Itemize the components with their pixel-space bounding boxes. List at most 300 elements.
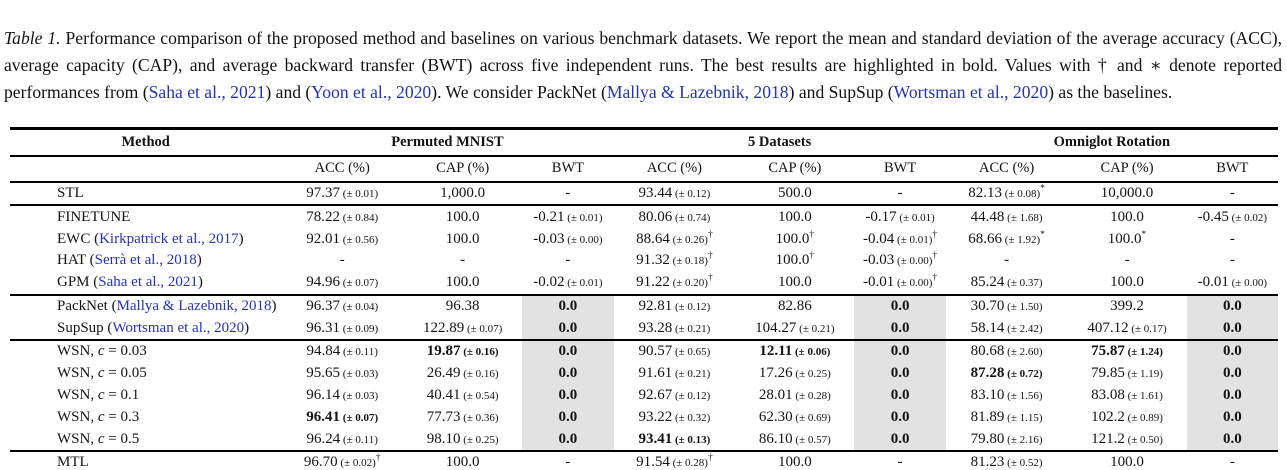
table-row (10, 295, 1278, 318)
cell-value: -0.03 (533, 230, 565, 247)
value-cell (614, 406, 736, 428)
value-cell (946, 385, 1068, 407)
cell-superscript-mark: † (707, 273, 713, 284)
bwt-shaded-cell (854, 428, 945, 451)
bwt-shaded-cell (1187, 363, 1278, 385)
cell-stddev: (± 2.42) (1004, 322, 1043, 335)
value-cell (1067, 228, 1186, 250)
cell-superscript-mark: † (932, 229, 938, 240)
cell-stddev: (± 0.03) (340, 368, 379, 381)
table-row-group (10, 205, 1278, 294)
value-cell (946, 295, 1068, 318)
value-cell (281, 205, 403, 228)
cell-value: 96.24 (306, 430, 341, 447)
value-cell (854, 205, 945, 228)
method-label: FINETUNE (57, 208, 131, 225)
table-row (10, 385, 1278, 407)
cell-stddev: (± 0.01) (564, 277, 603, 290)
caption-text: ) and ( (265, 81, 312, 102)
metric-column-header: ACC (%) (281, 156, 403, 182)
cell-value: 12.11 (759, 343, 793, 360)
value-cell (735, 317, 854, 340)
cell-value: 0.0 (558, 343, 578, 360)
value-cell (614, 205, 736, 228)
cell-value: - (1229, 184, 1235, 201)
value-cell (1067, 272, 1186, 295)
method-cell (10, 340, 281, 363)
cell-superscript-mark: * (1040, 183, 1045, 194)
cell-value: 100.0 (445, 454, 480, 470)
table-row-group (10, 451, 1278, 470)
cell-stddev: (± 0.26) (669, 233, 708, 246)
method-label: GPM ( (57, 274, 99, 291)
cell-stddev: (± 0.02) (337, 457, 376, 470)
value-cell (1067, 363, 1186, 385)
bwt-shaded-cell (522, 428, 613, 451)
cell-value: 96.14 (306, 387, 341, 404)
bwt-shaded-cell (854, 363, 945, 385)
value-cell (281, 340, 403, 363)
method-cell (10, 228, 281, 250)
table-row-group (10, 295, 1278, 341)
cell-stddev: (± 0.89) (1124, 411, 1163, 424)
value-cell (946, 363, 1068, 385)
value-cell (522, 228, 613, 250)
cell-value: 96.38 (445, 297, 480, 314)
metric-column-header: BWT (522, 156, 613, 182)
cell-stddev: (± 0.21) (796, 322, 835, 335)
value-cell (403, 363, 522, 385)
cell-stddev: (± 0.28) (669, 457, 708, 470)
value-cell (1067, 340, 1186, 363)
cell-value: 78.22 (306, 208, 341, 225)
cell-stddev: (± 0.32) (672, 411, 711, 424)
cell-value: 0.0 (890, 387, 910, 404)
results-table (10, 127, 1278, 470)
cell-value: -0.45 (1197, 208, 1229, 225)
dataset-group-header: Omniglot Rotation (946, 128, 1278, 156)
cell-value: 100.0 (775, 252, 810, 269)
method-cell (10, 385, 281, 407)
cell-value: 83.08 (1091, 387, 1125, 404)
method-label: PackNet ( (57, 297, 117, 314)
cell-stddev: (± 0.13) (672, 433, 711, 446)
cell-value: 104.27 (755, 319, 797, 336)
cell-stddev: (± 0.04) (340, 300, 379, 313)
cell-stddev: (± 0.16) (460, 368, 499, 381)
bwt-shaded-cell (1187, 295, 1278, 318)
value-cell (614, 272, 736, 295)
cell-value: 17.26 (758, 365, 793, 382)
cell-stddev: (± 1.56) (1004, 390, 1043, 403)
cell-value: 93.22 (638, 408, 673, 425)
value-cell (735, 295, 854, 318)
cell-value: 0.0 (558, 297, 578, 314)
cell-value: 96.31 (306, 319, 341, 336)
cell-stddev: (± 0.57) (792, 433, 831, 446)
table-row-group (10, 182, 1278, 206)
method-label: SupSup ( (57, 319, 113, 336)
cell-value: 58.14 (970, 319, 1005, 336)
table-row (10, 363, 1278, 385)
method-label: ) (271, 297, 277, 314)
value-cell (403, 385, 522, 407)
table-row (10, 451, 1278, 470)
method-cell (10, 451, 281, 470)
cell-stddev: (± 0.12) (672, 300, 711, 313)
citation-link[interactable]: Saha et al., 2021 (148, 81, 266, 102)
cell-superscript-mark: * (1141, 229, 1147, 240)
cell-stddev: (± 0.69) (792, 411, 831, 424)
table-row (10, 228, 1278, 250)
cell-value: 0.0 (890, 430, 910, 447)
cell-value: 0.0 (1222, 387, 1242, 404)
cell-value: 100.0 (1110, 454, 1144, 470)
method-label: WSN, (57, 430, 98, 447)
method-cell (10, 182, 281, 206)
cell-value: 10,000.0 (1100, 184, 1154, 201)
citation-link[interactable]: Yoon et al., 2020 (311, 81, 432, 102)
cell-value: 91.54 (636, 454, 670, 470)
value-cell (946, 451, 1068, 470)
value-cell (522, 182, 613, 206)
value-cell (735, 182, 854, 206)
cell-value: 81.23 (970, 454, 1005, 470)
value-cell (403, 182, 522, 206)
cell-value: 0.0 (558, 365, 578, 382)
table-row (10, 406, 1278, 428)
cell-value: 92.81 (638, 297, 673, 314)
value-cell (281, 406, 403, 428)
value-cell (735, 428, 854, 451)
cell-stddev: (± 0.50) (1124, 433, 1163, 446)
cell-stddev: (± 0.56) (340, 233, 379, 246)
bwt-shaded-cell (1187, 406, 1278, 428)
cell-value: 102.2 (1091, 408, 1125, 425)
cell-value: 100.0 (445, 208, 480, 225)
value-cell (281, 182, 403, 206)
cell-value: 87.28 (970, 365, 1005, 382)
caption-text: Table 1. (4, 27, 61, 48)
cell-superscript-mark: * (1040, 229, 1045, 240)
cell-value: - (460, 252, 466, 269)
bwt-shaded-cell (522, 295, 613, 318)
method-label: = 0.3 (104, 408, 140, 425)
metric-column-header: CAP (%) (1067, 156, 1186, 182)
method-label: STL (57, 184, 84, 201)
method-label: WSN, (57, 387, 98, 404)
cell-stddev: (± 0.18) (669, 255, 708, 268)
value-cell (614, 317, 736, 340)
cell-value: 100.0 (1107, 230, 1142, 247)
citation-link[interactable]: Saha et al., 2021 (98, 274, 198, 291)
cell-value: 399.2 (1110, 297, 1144, 314)
cell-stddev: (± 0.16) (460, 346, 499, 359)
method-cell (10, 363, 281, 385)
cell-value: - (565, 454, 571, 470)
value-cell (946, 250, 1068, 272)
value-cell (735, 250, 854, 272)
value-cell (614, 385, 736, 407)
bwt-shaded-cell (522, 363, 613, 385)
value-cell (614, 228, 736, 250)
cell-value: 100.0 (777, 208, 812, 225)
value-cell (854, 272, 945, 295)
value-cell (946, 182, 1068, 206)
cell-stddev: (± 0.28) (792, 390, 831, 403)
bwt-shaded-cell (854, 340, 945, 363)
cell-value: 0.0 (890, 343, 910, 360)
value-cell (522, 205, 613, 228)
cell-stddev: (± 0.08) (1002, 187, 1041, 200)
cell-value: 28.01 (758, 387, 793, 404)
value-cell (403, 250, 522, 272)
citation-link[interactable]: Mallya & Lazebnik, 2018 (606, 81, 789, 102)
cell-value: 83.10 (970, 387, 1005, 404)
cell-value: 122.89 (422, 319, 465, 336)
value-cell (403, 340, 522, 363)
cell-stddev: (± 0.03) (340, 390, 379, 403)
cell-stddev: (± 0.00) (894, 277, 933, 290)
value-cell (1067, 428, 1186, 451)
cell-value: 100.0 (445, 230, 480, 247)
cell-stddev: (± 0.84) (340, 211, 379, 224)
cell-value: 30.70 (970, 297, 1005, 314)
value-cell (522, 272, 613, 295)
cell-value: 92.01 (306, 230, 341, 247)
cell-stddev: (± 0.06) (792, 346, 831, 359)
value-cell (281, 317, 403, 340)
metric-column-header: BWT (1187, 156, 1278, 182)
cell-value: 0.0 (558, 319, 578, 336)
value-cell (281, 250, 403, 272)
cell-value: 0.0 (890, 408, 910, 425)
cell-value: 93.28 (638, 319, 673, 336)
cell-stddev: (± 0.37) (1004, 277, 1043, 290)
cell-value: 96.37 (306, 297, 341, 314)
bwt-shaded-cell (522, 317, 613, 340)
cell-value: - (1004, 252, 1010, 269)
cell-value: 81.89 (970, 408, 1005, 425)
value-cell (854, 182, 945, 206)
cell-value: 0.0 (1222, 408, 1242, 425)
metric-column-header: CAP (%) (735, 156, 854, 182)
cell-stddev: (± 0.21) (672, 368, 711, 381)
cell-value: 0.0 (890, 297, 910, 314)
method-label: EWC ( (57, 230, 100, 247)
citation-link[interactable]: Wortsman et al., 2020 (893, 81, 1049, 102)
cell-value: - (565, 252, 571, 269)
cell-stddev: (± 0.11) (340, 433, 378, 446)
cell-value: 0.0 (1222, 343, 1242, 360)
value-cell (403, 428, 522, 451)
cell-stddev: (± 1.61) (1124, 390, 1163, 403)
value-cell (854, 250, 945, 272)
cell-stddev: (± 0.65) (672, 346, 711, 359)
value-cell (946, 205, 1068, 228)
value-cell (281, 451, 403, 470)
value-cell (735, 451, 854, 470)
table-row (10, 317, 1278, 340)
table-row (10, 182, 1278, 206)
value-cell (403, 317, 522, 340)
value-cell (854, 451, 945, 470)
cell-superscript-mark: † (932, 251, 938, 262)
cell-value: 19.87 (426, 343, 461, 360)
value-cell (946, 406, 1068, 428)
cell-stddev: (± 0.02) (1228, 211, 1267, 224)
cell-value: 98.10 (426, 430, 461, 447)
cell-value: 93.44 (638, 184, 673, 201)
method-cell (10, 205, 281, 228)
cell-stddev: (± 0.12) (672, 390, 711, 403)
cell-value: 26.49 (426, 365, 461, 382)
value-cell (1067, 451, 1186, 470)
cell-value: 0.0 (1222, 319, 1242, 336)
cell-value: -0.21 (533, 208, 565, 225)
cell-value: 0.0 (1222, 297, 1242, 314)
value-cell (403, 205, 522, 228)
metric-column-header: CAP (%) (403, 156, 522, 182)
cell-value: 100.0 (777, 274, 812, 291)
cell-value: 0.0 (558, 387, 578, 404)
cell-value: -0.02 (533, 274, 565, 291)
bwt-shaded-cell (1187, 385, 1278, 407)
cell-value: 121.2 (1091, 430, 1125, 447)
cell-stddev: (± 0.25) (792, 368, 831, 381)
citation-link[interactable]: Serrà et al., 2018 (94, 252, 197, 269)
citation-link[interactable]: Wortsman et al., 2020 (112, 319, 245, 336)
cell-stddev: (± 0.36) (460, 411, 499, 424)
cell-value: 0.0 (890, 319, 910, 336)
value-cell (854, 228, 945, 250)
bwt-shaded-cell (854, 295, 945, 318)
value-cell (1187, 205, 1278, 228)
value-cell (735, 385, 854, 407)
method-column-header: Method (10, 128, 281, 156)
cell-stddev: (± 0.07) (340, 277, 379, 290)
cell-value: 68.66 (968, 230, 1003, 247)
value-cell (735, 406, 854, 428)
method-label: MTL (57, 454, 89, 470)
cell-stddev: (± 0.72) (1004, 368, 1043, 381)
method-label: ) (197, 274, 203, 291)
cell-stddev: (± 0.01) (340, 187, 379, 200)
cell-stddev: (± 0.01) (564, 211, 603, 224)
table-header (10, 128, 1278, 182)
value-cell (281, 228, 403, 250)
bwt-shaded-cell (522, 385, 613, 407)
value-cell (946, 340, 1068, 363)
cell-value: 40.41 (426, 387, 461, 404)
value-cell (735, 272, 854, 295)
caption-text: Performance comparison of the proposed method and baselines on various benchmark datasets. We report the mean and standard deviation of the average accuracy (ACC), average capacity (CAP), and average backward transfer (BWT) across five independent runs. The best results are highlighted in bold. Values with † and ∗ denote reported performances from ( (4, 27, 1282, 102)
cell-stddev: (± 1.68) (1004, 211, 1043, 224)
table-caption (0, 18, 1287, 106)
method-cell (10, 250, 281, 272)
cell-stddev: (± 0.00) (564, 233, 603, 246)
cell-value: 94.84 (306, 343, 341, 360)
cell-value: 0.0 (558, 430, 578, 447)
cell-stddev: (± 2.16) (1004, 433, 1043, 446)
cell-value: 93.41 (638, 430, 673, 447)
cell-value: 79.85 (1091, 365, 1125, 382)
cell-stddev: (± 2.60) (1004, 346, 1043, 359)
cell-value: 91.22 (636, 274, 670, 291)
dataset-group-header: 5 Datasets (614, 128, 946, 156)
method-label: = 0.5 (104, 430, 140, 447)
method-label: ) (196, 252, 202, 269)
cell-superscript-mark: † (809, 251, 815, 262)
cell-value: - (897, 184, 903, 201)
cell-stddev: (± 1.15) (1004, 411, 1043, 424)
method-label: c (97, 430, 105, 447)
caption-text: ) and SupSup ( (788, 81, 894, 102)
cell-stddev: (± 0.21) (672, 322, 711, 335)
cell-superscript-mark: † (707, 251, 713, 262)
method-cell (10, 406, 281, 428)
cell-value: 100.0 (445, 274, 480, 291)
cell-value: 80.06 (638, 208, 673, 225)
cell-value: 44.48 (970, 208, 1005, 225)
value-cell (946, 228, 1068, 250)
value-cell (522, 250, 613, 272)
method-label: = 0.05 (104, 365, 147, 382)
cell-stddev: (± 0.52) (1004, 457, 1043, 470)
value-cell (1067, 317, 1186, 340)
value-cell (735, 363, 854, 385)
cell-value: - (897, 454, 903, 470)
bwt-shaded-cell (854, 406, 945, 428)
cell-superscript-mark: † (375, 453, 381, 464)
cell-stddev: (± 1.92) (1002, 233, 1041, 246)
cell-stddev: (± 0.54) (460, 390, 499, 403)
value-cell (1067, 205, 1186, 228)
cell-value: 100.0 (775, 230, 810, 247)
cell-stddev: (± 1.50) (1004, 300, 1043, 313)
caption-text: ). We consider PackNet ( (431, 81, 607, 102)
method-label: c (97, 408, 105, 425)
value-cell (614, 451, 736, 470)
value-cell (522, 451, 613, 470)
cell-stddev: (± 1.24) (1124, 346, 1163, 359)
value-cell (1187, 228, 1278, 250)
cell-value: 96.70 (303, 454, 338, 470)
method-cell (10, 295, 281, 318)
dataset-group-header: Permuted MNIST (281, 128, 613, 156)
method-cell (10, 317, 281, 340)
cell-value: 96.41 (306, 408, 341, 425)
bwt-shaded-cell (854, 385, 945, 407)
method-label: = 0.1 (104, 387, 140, 404)
citation-link[interactable]: Mallya & Lazebnik, 2018 (116, 297, 272, 314)
method-label: ) (238, 230, 244, 247)
value-cell (281, 428, 403, 451)
cell-superscript-mark: † (707, 229, 713, 240)
value-cell (403, 406, 522, 428)
cell-value: 95.65 (306, 365, 341, 382)
method-label: c (97, 365, 105, 382)
value-cell (1067, 182, 1186, 206)
metric-column-header: ACC (%) (614, 156, 736, 182)
citation-link[interactable]: Kirkpatrick et al., 2017 (99, 230, 239, 247)
cell-superscript-mark: † (932, 273, 938, 284)
cell-value: 80.68 (970, 343, 1005, 360)
value-cell (946, 272, 1068, 295)
cell-value: -0.01 (1197, 274, 1229, 291)
cell-stddev: (± 0.09) (340, 322, 379, 335)
table-row-group (10, 340, 1278, 451)
